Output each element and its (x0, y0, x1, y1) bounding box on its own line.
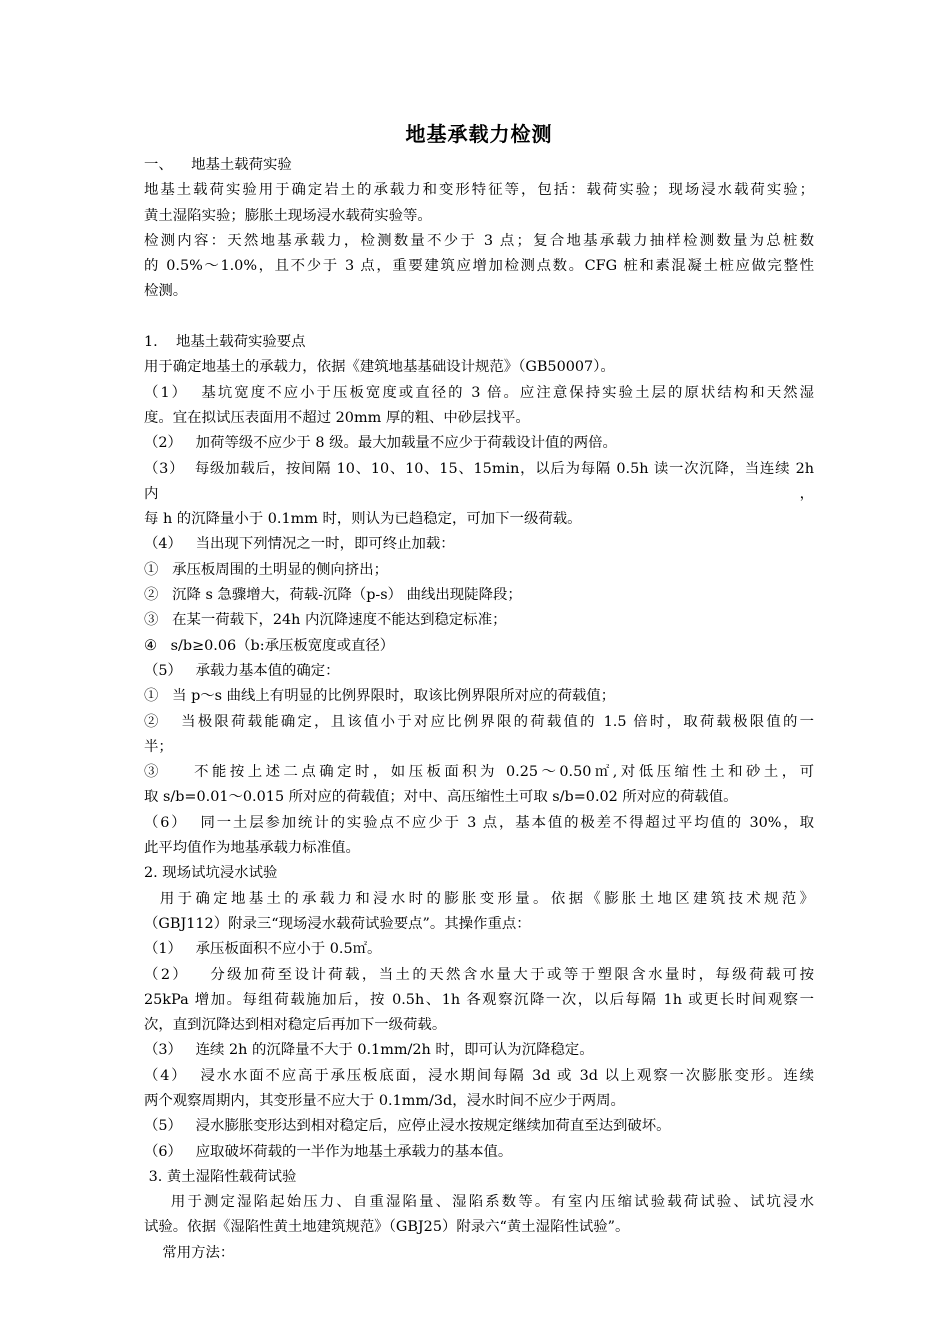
document-page (144, 118, 819, 1266)
text-line: 黄土湿陷实验；膨胀土现场浸水载荷实验等。 (144, 207, 432, 224)
text-line: （3） 每级加载后，按间隔 10、10、10、15、15min，以后为每隔 0.5h 读一次沉降，当连续 2h 内， (144, 460, 819, 502)
text-line: ③ 不能按上述二点确定时，如压板面积为 0.25～0.50㎡,对低压缩性土和砂土，可 (144, 764, 814, 781)
text-line: 检测。 (144, 283, 188, 300)
text-line: 用于测定湿陷起始压力、自重湿陷量、湿陷系数等。有室内压缩试验载荷试验、试坑浸水 (144, 1194, 814, 1211)
text-line: ④ s/b≥0.06（b:承压板宽度或直径） (144, 637, 395, 654)
text-line: 3. 黄土湿陷性载荷试验 (144, 1168, 297, 1185)
text-line: 每 h 的沉降量小于 0.1mm 时，则认为已趋稳定，可加下一级荷载。 (144, 511, 582, 528)
text-line: 的 0.5%～1.0%，且不少于 3 点，重要建筑应增加检测点数。CFG 桩和素混凝土桩应做完整性 (144, 258, 814, 275)
text-line: 2. 现场试坑浸水试验 (144, 865, 278, 882)
text-line: （6） 应取破坏荷载的一半作为地基土承载力的基本值。 (144, 1143, 513, 1160)
text-line: （5） 承载力基本值的确定： (144, 662, 340, 679)
text-line: （6） 同一土层参加统计的实验点不应少于 3 点，基本值的极差不得超过平均值的 30%，取 (144, 814, 814, 831)
text-line: （3） 连续 2h 的沉降量不大于 0.1mm/2h 时，即可认为沉降稳定。 (144, 1042, 594, 1059)
text-line: ① 当 p～s 曲线上有明显的比例界限时，取该比例界限所对应的荷载值； (144, 688, 616, 705)
text-line: 半； (144, 738, 173, 755)
text-line: 度。宜在拟试压表面用不超过 20mm 厚的粗、中砂层找平。 (144, 409, 530, 426)
text-line: 取 s/b=0.01～0.015 所对应的荷载值；对中、高压缩性土可取 s/b=0.02 所对应的荷载值。 (144, 789, 738, 806)
text-line: （1） 承压板面积不应小于 0.5㎡。 (144, 941, 382, 958)
text-line: 地基土载荷实验用于确定岩土的承载力和变形特征等，包括：载荷实验；现场浸水载荷实验； (144, 182, 814, 199)
text-line: （2） 分级加荷至设计荷载，当土的天然含水量大于或等于塑限含水量时，每级荷载可按 (144, 966, 814, 983)
text-line: 25kPa 增加。每组荷载施加后，按 0.5h、1h 各观察沉降一次，以后每隔 1h 或更长时间观察一 (144, 991, 814, 1008)
text-line: ③ 在某一荷载下，24h 内沉降速度不能达到稳定标准； (144, 612, 507, 629)
document-title: 地基承载力检测 (405, 122, 553, 146)
document-body (144, 153, 819, 1266)
text-line: 用于确定地基土的承载力，依据《建筑地基基础设计规范》（GB50007）。 (144, 359, 615, 376)
text-line: 一、 地基土载荷实验 (144, 157, 292, 173)
text-line: 常用方法： (144, 1244, 235, 1261)
text-line: （GBJ112）附录三“现场浸水载荷试验要点”。其操作重点： (144, 915, 531, 932)
text-line: 两个观察周期内，其变形量不应大于 0.1mm/3d，浸水时间不应少于两周。 (144, 1092, 625, 1109)
text-line: ① 承压板周围的土明显的侧向挤出； (144, 561, 388, 578)
text-line: （4） 浸水水面不应高于承压板底面，浸水期间每隔 3d 或 3d 以上观察一次膨胀变形。连续 (144, 1067, 814, 1084)
text-line: 1. 地基土载荷实验要点 (144, 334, 306, 351)
text-line: ② 沉降 s 急骤增大，荷载-沉降（p-s） 曲线出现陡降段； (144, 587, 522, 604)
text-line: 试验。依据《湿陷性黄土地建筑规范》（GBJ25）附录六“黄土湿陷性试验”。 (144, 1219, 630, 1236)
text-line (144, 305, 814, 330)
text-line: （2） 加荷等级不应少于 8 级。最大加载量不应少于荷载设计值的两倍。 (144, 435, 617, 452)
text-line: 检测内容：天然地基承载力，检测数量不少于 3 点；复合地基承载力抽样检测数量为总桩数 (144, 232, 814, 249)
text-line: 次，直到沉降达到相对稳定后再加下一级荷载。 (144, 1017, 447, 1034)
text-line: ② 当极限荷载能确定，且该值小于对应比例界限的荷载值的 1.5 倍时，取荷载极限值的一 (144, 713, 814, 730)
text-line: （5） 浸水膨胀变形达到相对稳定后，应停止浸水按规定继续加荷直至达到破坏。 (144, 1118, 671, 1135)
text-line: 此平均值作为地基承载力标准值。 (144, 840, 360, 857)
text-line: （1） 基坑宽度不应小于压板宽度或直径的 3 倍。应注意保持实验土层的原状结构和天然湿 (144, 384, 814, 401)
text-line: （4） 当出现下列情况之一时，即可终止加载： (144, 536, 455, 553)
text-line: 用于确定地基土的承载力和浸水时的膨胀变形量。依据《膨胀土地区建筑技术规范》 (144, 890, 814, 907)
